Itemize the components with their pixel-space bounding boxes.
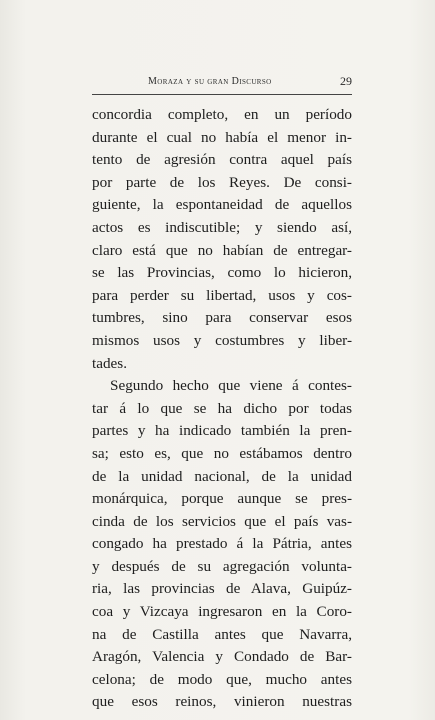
text-line: coa y Vizcaya ingresaron en la Coro- [92,603,352,621]
text-line: partes y ha indicado también la pren- [92,422,352,440]
text-line: para perder su libertad, usos y cos- [92,286,352,304]
text-line: sa; esto es, que no estábamos dentro [92,444,352,462]
text-line: concordia completo, en un período [92,106,352,123]
page-number: 29 [340,74,352,88]
text-line-paragraph-end: tades. [92,354,128,372]
text-line: tar á lo que se ha dicho por todas [92,399,352,417]
text-line-paragraph-start: Segundo hecho que viene á contes- [110,377,352,395]
text-line: cinda de los servicios que el país vas- [92,512,352,530]
running-title: Moraza y su gran Discurso [148,76,272,87]
page-header [92,74,352,90]
text-line: celona; de modo que, mucho antes [92,670,352,688]
text-line: na de Castilla antes que Navarra, [92,625,352,643]
text-line: que esos reinos, vinieron nuestras [92,693,352,711]
text-line: monárquica, porque aunque se pres- [92,490,352,508]
text-line: mismos usos y costumbres y liber- [92,331,352,349]
text-line: congado ha prestado á la Pátria, antes [92,535,352,553]
text-line: guiente, la espontaneidad de aquellos [92,196,352,214]
text-line: se las Provincias, como lo hicieron, [92,264,352,282]
text-line: durante el cual no había el menor in- [92,128,352,146]
body-text [92,104,352,714]
text-line: actos es indiscutible; y siendo así, [92,218,352,236]
text-line: Aragón, Valencia y Condado de Bar- [92,648,352,666]
text-line: claro está que no habían de entregar- [92,241,352,259]
text-line: y después de su agregación volunta- [92,557,352,575]
text-line: de la unidad nacional, de la unidad [92,467,352,485]
header-rule [92,94,352,95]
text-line: tumbres, sino para conservar esos [92,309,352,327]
text-line: ria, las provincias de Alava, Guipúz- [92,580,352,598]
text-line: tento de agresión contra aquel país [92,151,352,169]
text-line: por parte de los Reyes. De consi- [92,173,352,191]
